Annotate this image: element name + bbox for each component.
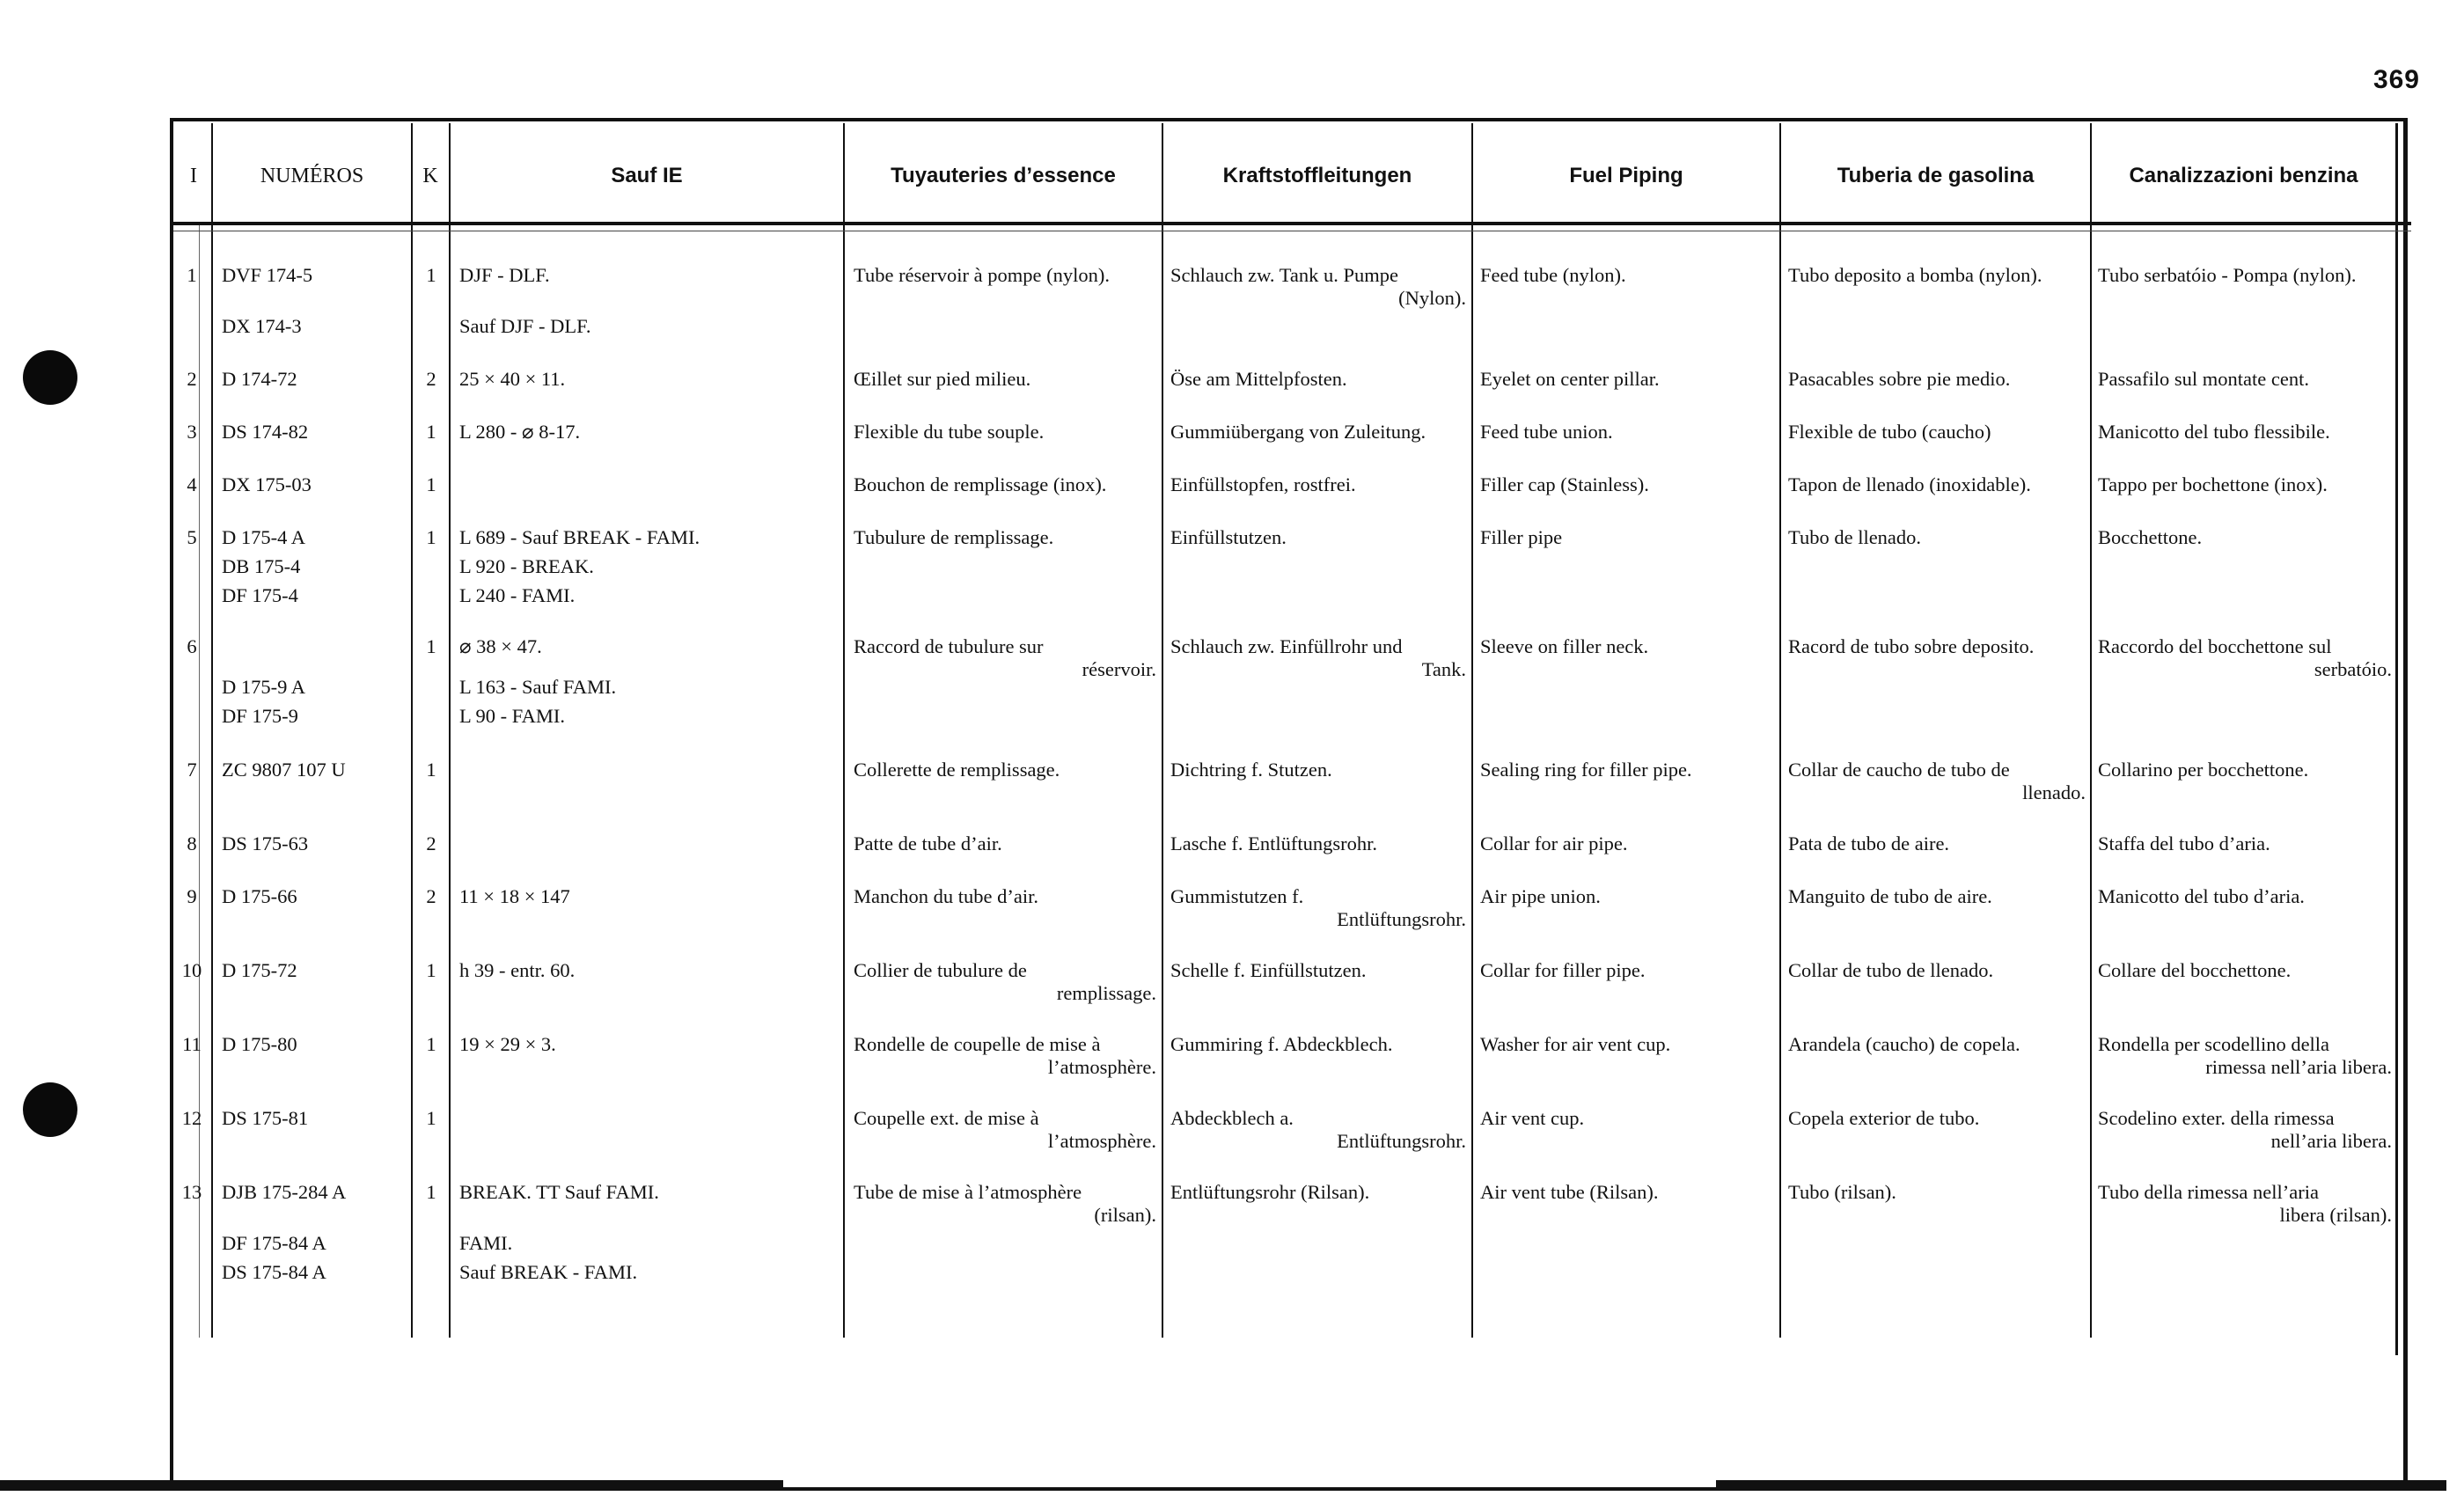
cell-numeros: DS 175-84 A <box>222 1261 326 1283</box>
column-divider <box>2395 123 2398 1355</box>
cell-sauf: 25 × 40 × 11. <box>459 368 566 390</box>
cell-es: Collar de caucho de tubo de <box>1788 759 2010 781</box>
cell-de: Abdeckblech a. <box>1170 1107 1294 1129</box>
cell-sauf: Sauf BREAK - FAMI. <box>459 1261 638 1283</box>
cell-es: Pasacables sobre pie medio. <box>1788 368 2011 390</box>
cell-i: 11 <box>182 1033 202 1055</box>
cell-es: llenado. <box>2022 781 2086 803</box>
cell-en: Air vent cup. <box>1480 1107 1585 1129</box>
cell-de: Lasche f. Entlüftungsrohr. <box>1170 832 1377 854</box>
cell-i: 9 <box>187 885 197 907</box>
column-divider <box>411 123 413 1338</box>
cell-it: Raccordo del bocchettone sul <box>2098 635 2332 657</box>
header-en: Fuel Piping <box>1569 164 1683 187</box>
cell-numeros: D 174-72 <box>222 368 297 390</box>
cell-sauf: 11 × 18 × 147 <box>459 885 570 907</box>
cell-fr: Patte de tube d’air. <box>854 832 1002 854</box>
cell-it: Bocchettone. <box>2098 526 2203 548</box>
header-k: K <box>422 164 438 187</box>
cell-es: Tubo de llenado. <box>1788 526 1922 548</box>
cell-de: Entlüftungsrohr. <box>1337 1130 1466 1152</box>
cell-it: libera (rilsan). <box>2279 1204 2392 1226</box>
cell-es: Flexible de tubo (caucho) <box>1788 421 1991 443</box>
cell-de: Gummiübergang von Zuleitung. <box>1170 421 1426 443</box>
cell-it: serbatóio. <box>2314 658 2392 680</box>
cell-de: Gummistutzen f. <box>1170 885 1304 907</box>
cell-es: Tapon de llenado (inoxidable). <box>1788 473 2031 495</box>
cell-numeros: DF 175-9 <box>222 705 298 727</box>
cell-de: Schlauch zw. Einfüllrohr und <box>1170 635 1403 657</box>
cell-en: Sealing ring for filler pipe. <box>1480 759 1692 781</box>
cell-it: Tappo per bochettone (inox). <box>2098 473 2328 495</box>
cell-k: 1 <box>426 526 436 548</box>
page-number: 369 <box>2372 65 2420 94</box>
cell-en: Eyelet on center pillar. <box>1480 368 1660 390</box>
cell-numeros: D 175-80 <box>222 1033 297 1055</box>
cell-i: 10 <box>181 959 202 981</box>
cell-it: Passafilo sul montate cent. <box>2098 368 2309 390</box>
cell-k: 1 <box>426 1107 436 1129</box>
cell-k: 1 <box>426 959 436 981</box>
cell-numeros: DS 175-63 <box>222 832 309 854</box>
cell-fr: Raccord de tubulure sur <box>854 635 1044 657</box>
cell-sauf: L 163 - Sauf FAMI. <box>459 676 617 698</box>
cell-de: Schelle f. Einfüllstutzen. <box>1170 959 1367 981</box>
cell-i: 4 <box>187 473 197 495</box>
cell-fr: Manchon du tube d’air. <box>854 885 1038 907</box>
cell-en: Washer for air vent cup. <box>1480 1033 1671 1055</box>
cell-de: Einfüllstutzen. <box>1170 526 1287 548</box>
cell-fr: Œillet sur pied milieu. <box>854 368 1031 390</box>
cell-es: Copela exterior de tubo. <box>1788 1107 1980 1129</box>
cell-it: Tubo serbatóio - Pompa (nylon). <box>2098 264 2357 286</box>
cell-fr: remplissage. <box>1056 982 1156 1004</box>
column-divider <box>211 123 213 1338</box>
cell-en: Collar for filler pipe. <box>1480 959 1646 981</box>
cell-fr: Coupelle ext. de mise à <box>854 1107 1039 1129</box>
header-rule <box>173 222 2411 225</box>
cell-es: Manguito de tubo de aire. <box>1788 885 1992 907</box>
cell-de: Schlauch zw. Tank u. Pumpe <box>1170 264 1399 286</box>
column-divider <box>449 123 451 1338</box>
cell-en: Filler cap (Stainless). <box>1480 473 1649 495</box>
cell-fr: Collerette de remplissage. <box>854 759 1060 781</box>
cell-it: Staffa del tubo d’aria. <box>2098 832 2270 854</box>
cell-it: Rondella per scodellino della <box>2098 1033 2330 1055</box>
cell-sauf: L 240 - FAMI. <box>459 584 576 606</box>
cell-es: Tubo deposito a bomba (nylon). <box>1788 264 2042 286</box>
cell-en: Feed tube union. <box>1480 421 1613 443</box>
cell-numeros: ZC 9807 107 U <box>222 759 346 781</box>
cell-fr: Rondelle de coupelle de mise à <box>854 1033 1101 1055</box>
cell-i: 3 <box>187 421 197 443</box>
cell-es: Tubo (rilsan). <box>1788 1181 1896 1203</box>
cell-sauf: DJF - DLF. <box>459 264 550 286</box>
cell-en: Collar for air pipe. <box>1480 832 1628 854</box>
cell-sauf: L 689 - Sauf BREAK - FAMI. <box>459 526 700 548</box>
cell-k: 1 <box>426 264 436 286</box>
cell-k: 1 <box>426 635 436 657</box>
cell-en: Air vent tube (Rilsan). <box>1480 1181 1659 1203</box>
cell-it: Manicotto del tubo flessibile. <box>2098 421 2330 443</box>
cell-k: 2 <box>426 368 436 390</box>
punch-hole <box>23 350 77 405</box>
bottom-rule <box>783 1487 1716 1491</box>
cell-es: Racord de tubo sobre deposito. <box>1788 635 2035 657</box>
cell-fr: Tube réservoir à pompe (nylon). <box>854 264 1110 286</box>
cell-i: 2 <box>187 368 197 390</box>
cell-es: Pata de tubo de aire. <box>1788 832 1950 854</box>
cell-numeros: D 175-66 <box>222 885 297 907</box>
cell-fr: Flexible du tube souple. <box>854 421 1045 443</box>
cell-numeros: DF 175-4 <box>222 584 298 606</box>
cell-it: Collarino per bocchettone. <box>2098 759 2309 781</box>
cell-i: 1 <box>187 264 197 286</box>
cell-k: 1 <box>426 473 436 495</box>
cell-en: Sleeve on filler neck. <box>1480 635 1649 657</box>
cell-fr: l’atmosphère. <box>1047 1056 1156 1078</box>
cell-it: Manicotto del tubo d’aria. <box>2098 885 2305 907</box>
cell-sauf: 19 × 29 × 3. <box>459 1033 556 1055</box>
cell-numeros: DB 175-4 <box>222 555 301 577</box>
cell-it: Collare del bocchettone. <box>2098 959 2292 981</box>
cell-fr: Bouchon de remplissage (inox). <box>854 473 1107 495</box>
cell-sauf: L 920 - BREAK. <box>459 555 594 577</box>
cell-k: 2 <box>426 832 436 854</box>
column-divider <box>1162 123 1163 1338</box>
column-divider <box>1779 123 1781 1338</box>
cell-en: Feed tube (nylon). <box>1480 264 1626 286</box>
cell-fr: l’atmosphère. <box>1047 1130 1156 1152</box>
cell-numeros: DS 175-81 <box>222 1107 309 1129</box>
cell-k: 1 <box>426 759 436 781</box>
cell-de: Tank. <box>1421 658 1466 680</box>
cell-numeros: D 175-4 A <box>222 526 305 548</box>
cell-numeros: DX 175-03 <box>222 473 312 495</box>
cell-de: Entlüftungsrohr (Rilsan). <box>1170 1181 1370 1203</box>
cell-de: Dichtring f. Stutzen. <box>1170 759 1332 781</box>
cell-it: rimessa nell’aria libera. <box>2205 1056 2392 1078</box>
cell-en: Air pipe union. <box>1480 885 1601 907</box>
cell-es: Collar de tubo de llenado. <box>1788 959 1994 981</box>
cell-sauf: BREAK. TT Sauf FAMI. <box>459 1181 659 1203</box>
cell-numeros: D 175-9 A <box>222 676 305 698</box>
cell-sauf: h 39 - entr. 60. <box>459 959 576 981</box>
cell-it: nell’aria libera. <box>2270 1130 2392 1152</box>
header-numeros: NUMÉROS <box>260 164 364 187</box>
cell-fr: Tubulure de remplissage. <box>854 526 1054 548</box>
bottom-rule <box>0 1480 783 1491</box>
cell-numeros: DVF 174-5 <box>222 264 313 286</box>
cell-fr: Collier de tubulure de <box>854 959 1027 981</box>
cell-sauf: Sauf DJF - DLF. <box>459 315 591 337</box>
column-divider <box>843 123 845 1338</box>
header-es: Tuberia de gasolina <box>1837 164 2035 187</box>
column-divider <box>2090 123 2092 1338</box>
column-divider <box>1471 123 1473 1338</box>
cell-fr: Tube de mise à l’atmosphère <box>854 1181 1082 1203</box>
column-divider <box>199 225 200 1338</box>
cell-numeros: D 175-72 <box>222 959 297 981</box>
cell-k: 1 <box>426 1181 436 1203</box>
cell-i: 8 <box>187 832 197 854</box>
cell-de: Entlüftungsrohr. <box>1337 908 1466 930</box>
cell-de: Öse am Mittelpfosten. <box>1170 368 1347 390</box>
header-i: I <box>190 164 197 187</box>
cell-numeros: DX 174-3 <box>222 315 302 337</box>
cell-de: (Nylon). <box>1398 287 1466 309</box>
header-it: Canalizzazioni benzina <box>2129 164 2358 187</box>
header-sauf: Sauf IE <box>611 164 683 187</box>
cell-i: 5 <box>187 526 197 548</box>
cell-de: Gummiring f. Abdeckblech. <box>1170 1033 1393 1055</box>
cell-fr: (rilsan). <box>1094 1204 1156 1226</box>
header-de: Kraftstoffleitungen <box>1222 164 1412 187</box>
cell-i: 13 <box>181 1181 202 1203</box>
cell-sauf: ⌀ 38 × 47. <box>459 635 542 657</box>
cell-fr: réservoir. <box>1082 658 1156 680</box>
cell-en: Filler pipe <box>1480 526 1563 548</box>
cell-k: 1 <box>426 1033 436 1055</box>
punch-hole <box>23 1082 77 1137</box>
cell-numeros: DJB 175-284 A <box>222 1181 347 1203</box>
cell-sauf: L 90 - FAMI. <box>459 705 565 727</box>
cell-es: Arandela (caucho) de copela. <box>1788 1033 2020 1055</box>
cell-numeros: DS 174-82 <box>222 421 309 443</box>
header-fr: Tuyauteries d’essence <box>891 164 1116 187</box>
cell-it: Tubo della rimessa nell’aria <box>2098 1181 2319 1203</box>
cell-k: 2 <box>426 885 436 907</box>
cell-i: 7 <box>187 759 197 781</box>
bottom-rule <box>1716 1480 2446 1491</box>
cell-sauf: L 280 - ⌀ 8-17. <box>459 421 581 443</box>
cell-it: Scodelino exter. della rimessa <box>2098 1107 2335 1129</box>
cell-numeros: DF 175-84 A <box>222 1232 326 1254</box>
cell-sauf: FAMI. <box>459 1232 513 1254</box>
cell-de: Einfüllstopfen, rostfrei. <box>1170 473 1356 495</box>
cell-i: 6 <box>187 635 197 657</box>
cell-k: 1 <box>426 421 436 443</box>
cell-i: 12 <box>181 1107 202 1129</box>
